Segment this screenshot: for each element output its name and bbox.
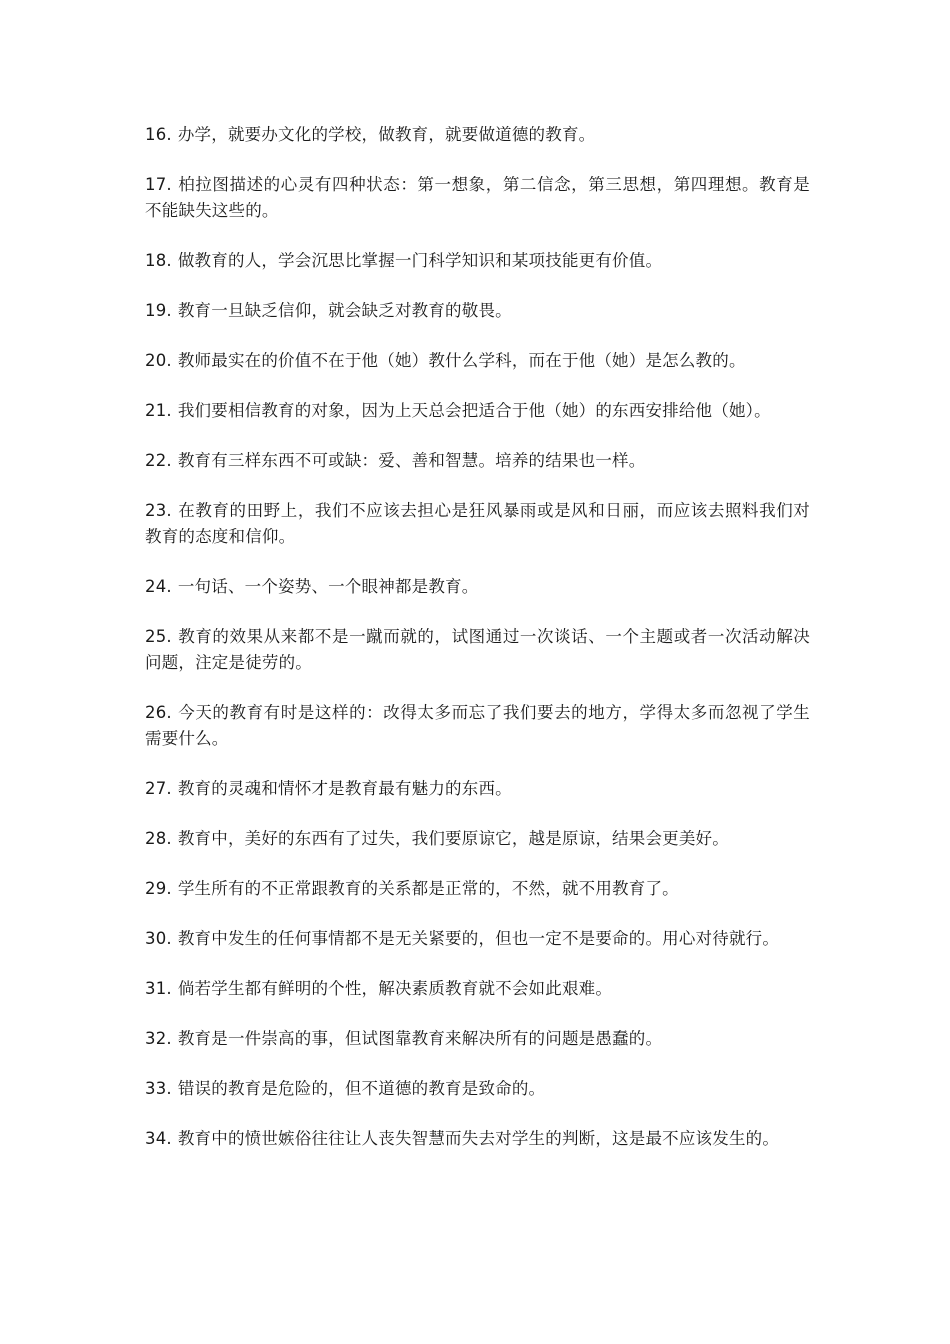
- quote-item: [145, 926, 810, 952]
- quote-text: 教育中的愤世嫉俗往往让人丧失智慧而失去对学生的判断，这是最不应该发生的。: [177, 1129, 780, 1148]
- quote-item: [145, 624, 810, 676]
- quote-number: 21.: [145, 401, 172, 420]
- quote-item: [145, 976, 810, 1002]
- quote-text: 教师最实在的价值不在于他（她）教什么学科，而在于他（她）是怎么教的。: [177, 351, 746, 370]
- quote-item: [145, 348, 810, 374]
- quote-item: [145, 700, 810, 752]
- quote-text: 在教育的田野上，我们不应该去担心是狂风暴雨或是风和日丽，而应该去照料我们对教育的态度和信仰。: [145, 501, 810, 546]
- quote-number: 16.: [145, 125, 172, 144]
- quote-item: [145, 1126, 810, 1152]
- quote-number: 27.: [145, 779, 172, 798]
- quote-number: 19.: [145, 301, 172, 320]
- quote-number: 25.: [145, 627, 172, 646]
- quote-number: 18.: [145, 251, 172, 270]
- quote-text: 一句话、一个姿势、一个眼神都是教育。: [177, 577, 479, 596]
- quote-text: 教育一旦缺乏信仰，就会缺乏对教育的敬畏。: [177, 301, 512, 320]
- quote-text: 教育中发生的任何事情都不是无关紧要的，但也一定不是要命的。用心对待就行。: [177, 929, 780, 948]
- quote-number: 31.: [145, 979, 172, 998]
- quote-text: 学生所有的不正常跟教育的关系都是正常的，不然，就不用教育了。: [177, 879, 679, 898]
- quote-text: 教育有三样东西不可或缺：爱、善和智慧。培养的结果也一样。: [177, 451, 646, 470]
- quote-number: 22.: [145, 451, 172, 470]
- quote-number: 17.: [145, 175, 172, 194]
- quote-item: [145, 1026, 810, 1052]
- quote-list: [145, 122, 810, 1176]
- quote-item: [145, 1076, 810, 1102]
- quote-number: 34.: [145, 1129, 172, 1148]
- quote-item: [145, 122, 810, 148]
- quote-number: 20.: [145, 351, 172, 370]
- quote-text: 教育的效果从来都不是一蹴而就的，试图通过一次谈话、一个主题或者一次活动解决问题，注定是徒劳的。: [145, 627, 810, 672]
- quote-number: 32.: [145, 1029, 172, 1048]
- quote-item: [145, 398, 810, 424]
- quote-item: [145, 776, 810, 802]
- quote-number: 33.: [145, 1079, 172, 1098]
- quote-item: [145, 498, 810, 550]
- quote-text: 倘若学生都有鲜明的个性，解决素质教育就不会如此艰难。: [177, 979, 613, 998]
- quote-text: 今天的教育有时是这样的：改得太多而忘了我们要去的地方，学得太多而忽视了学生需要什么。: [145, 703, 810, 748]
- quote-number: 30.: [145, 929, 172, 948]
- quote-item: [145, 574, 810, 600]
- quote-number: 26.: [145, 703, 172, 722]
- quote-text: 办学，就要办文化的学校，做教育，就要做道德的教育。: [177, 125, 596, 144]
- quote-text: 柏拉图描述的心灵有四种状态：第一想象，第二信念，第三思想，第四理想。教育是不能缺失这些的。: [145, 175, 810, 220]
- quote-item: [145, 172, 810, 224]
- quote-number: 23.: [145, 501, 172, 520]
- quote-number: 24.: [145, 577, 172, 596]
- quote-text: 做教育的人，学会沉思比掌握一门科学知识和某项技能更有价值。: [177, 251, 663, 270]
- quote-number: 29.: [145, 879, 172, 898]
- quote-item: [145, 448, 810, 474]
- quote-text: 我们要相信教育的对象，因为上天总会把适合于他（她）的东西安排给他（她）。: [177, 401, 771, 420]
- quote-text: 教育的灵魂和情怀才是教育最有魅力的东西。: [177, 779, 512, 798]
- quote-item: [145, 248, 810, 274]
- quote-item: [145, 876, 810, 902]
- quote-item: [145, 826, 810, 852]
- quote-item: [145, 298, 810, 324]
- quote-number: 28.: [145, 829, 172, 848]
- quote-text: 教育中，美好的东西有了过失，我们要原谅它，越是原谅，结果会更美好。: [177, 829, 729, 848]
- quote-text: 错误的教育是危险的，但不道德的教育是致命的。: [177, 1079, 546, 1098]
- quote-text: 教育是一件崇高的事，但试图靠教育来解决所有的问题是愚蠢的。: [177, 1029, 663, 1048]
